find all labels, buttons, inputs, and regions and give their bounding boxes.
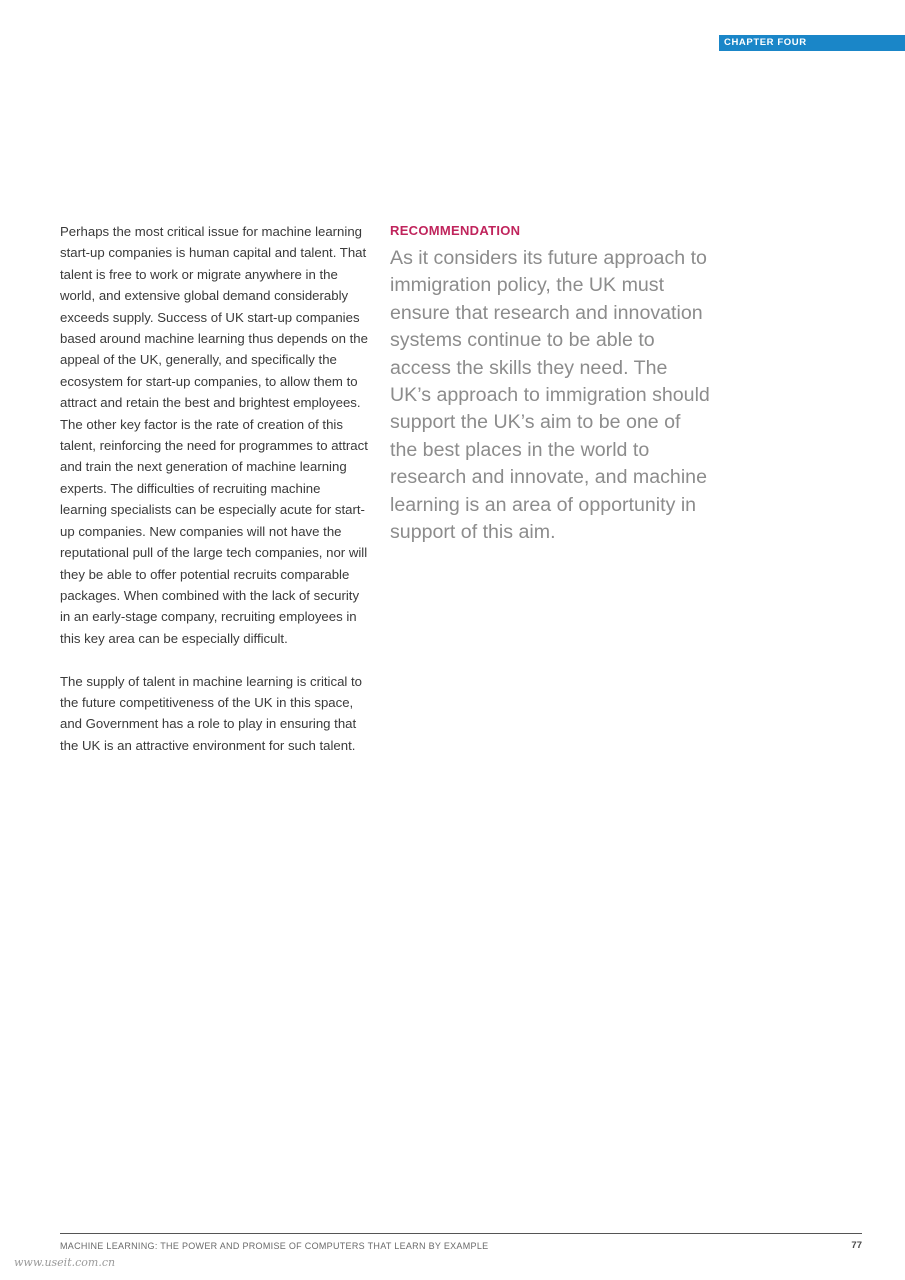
body-paragraph-1: Perhaps the most critical issue for machine learning start-up companies is human capital and talent. That talent is free to work or migrate anywhere in the world, and extensive global demand considerably exceeds supply. Success of UK start-up companies based around machine learning thus depends on the appeal of the UK, generally, and specifically the ecosystem for start-up companies, to allow them to attract and retain the best and brightest employees. The other key factor is the rate of creation of this talent, reinforcing the need for programmes to attract and train the next generation of machine learning experts. The difficulties of recruiting machine learning specialists can be especially acute for start-up companies. New companies will not have the reputational pull of the large tech companies, nor will they be able to offer potential recruits comparable packages. When combined with the lack of security in an early-stage company, recruiting employees in this key area can be especially difficult. bbox=[60, 224, 368, 646]
body-paragraph-2: The supply of talent in machine learning is critical to the future competitiveness of the UK in this space, and Government has a role to play in ensuring that the UK is an attractive environment for such talent. bbox=[60, 673, 362, 753]
footer-publication-title: MACHINE LEARNING: THE POWER AND PROMISE OF COMPUTERS THAT LEARN BY EXAMPLE bbox=[60, 1241, 489, 1251]
chapter-tab: CHAPTER FOUR bbox=[719, 35, 905, 51]
footer-divider bbox=[60, 1233, 862, 1234]
watermark: www.useit.com.cn bbox=[14, 1256, 116, 1269]
page-number: 77 bbox=[851, 1240, 862, 1251]
recommendation-text: As it considers its future approach to immigration policy, the UK must ensure that research and innovation systems continue to be able to access the skills they need. The UK’s approach to immigration should support the UK’s aim to be one of the best places in the world to research and innovate, and machine learning is an area of opportunity in support of this aim. bbox=[390, 247, 710, 544]
recommendation-box bbox=[390, 221, 710, 546]
recommendation-heading: RECOMMENDATION bbox=[390, 223, 521, 238]
body-text-column bbox=[60, 221, 368, 778]
